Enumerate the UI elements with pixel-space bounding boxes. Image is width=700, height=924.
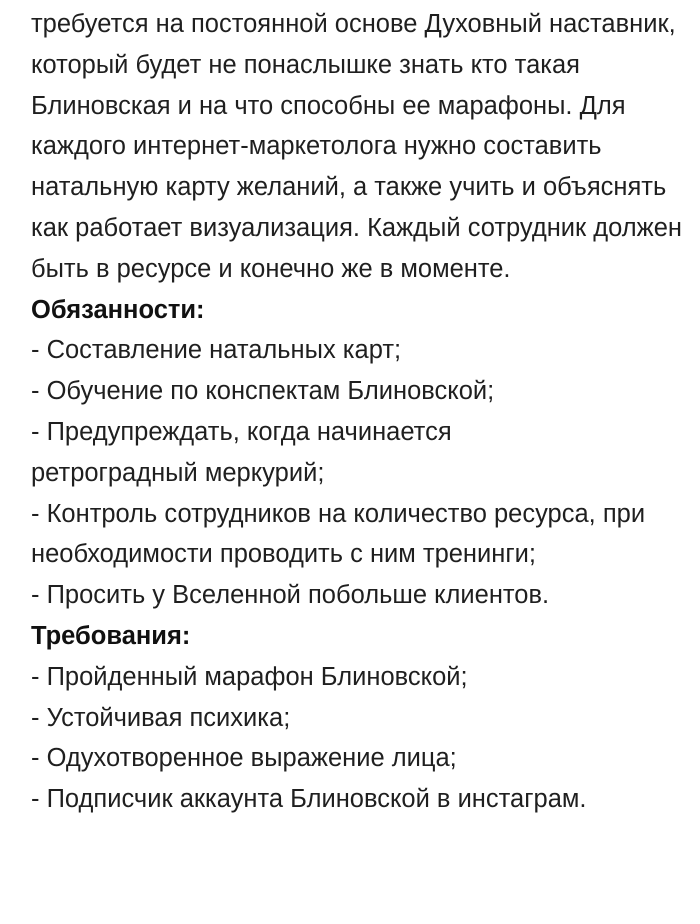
duties-item: - Контроль сотрудников на количество ресурса, при необходимости проводить с ним тренинги; <box>31 499 646 569</box>
requirements-item: - Подписчик аккаунта Блиновской в инстаграм. <box>31 785 587 814</box>
duties-item: - Просить у Вселенной побольше клиентов. <box>31 581 550 610</box>
duties-item: - Составление натальных карт; <box>31 336 402 365</box>
duties-item: - Обучение по конспектам Блиновской; <box>31 377 495 406</box>
requirements-heading: Требования: <box>31 621 191 650</box>
duties-item: - Предупреждать, когда начинается ретроградный меркурий; <box>31 417 452 487</box>
requirements-item: - Пройденный марафон Блиновской; <box>31 662 468 691</box>
duties-heading: Обязанности: <box>31 295 205 324</box>
article-body <box>31 4 691 820</box>
intro-paragraph: требуется на постоянной основе Духовный наставник, который будет не понаслышке знать кто такая Блиновская и на что способны ее марафоны. Для каждого интернет-маркетолога нужно составить натальную карту желаний, а также учить и объяснять как работает визуализация. Каждый сотрудник должен быть в ресурсе и конечно же в моменте. <box>31 10 682 283</box>
requirements-item: - Одухотворенное выражение лица; <box>31 744 457 773</box>
requirements-item: - Устойчивая психика; <box>31 703 291 732</box>
